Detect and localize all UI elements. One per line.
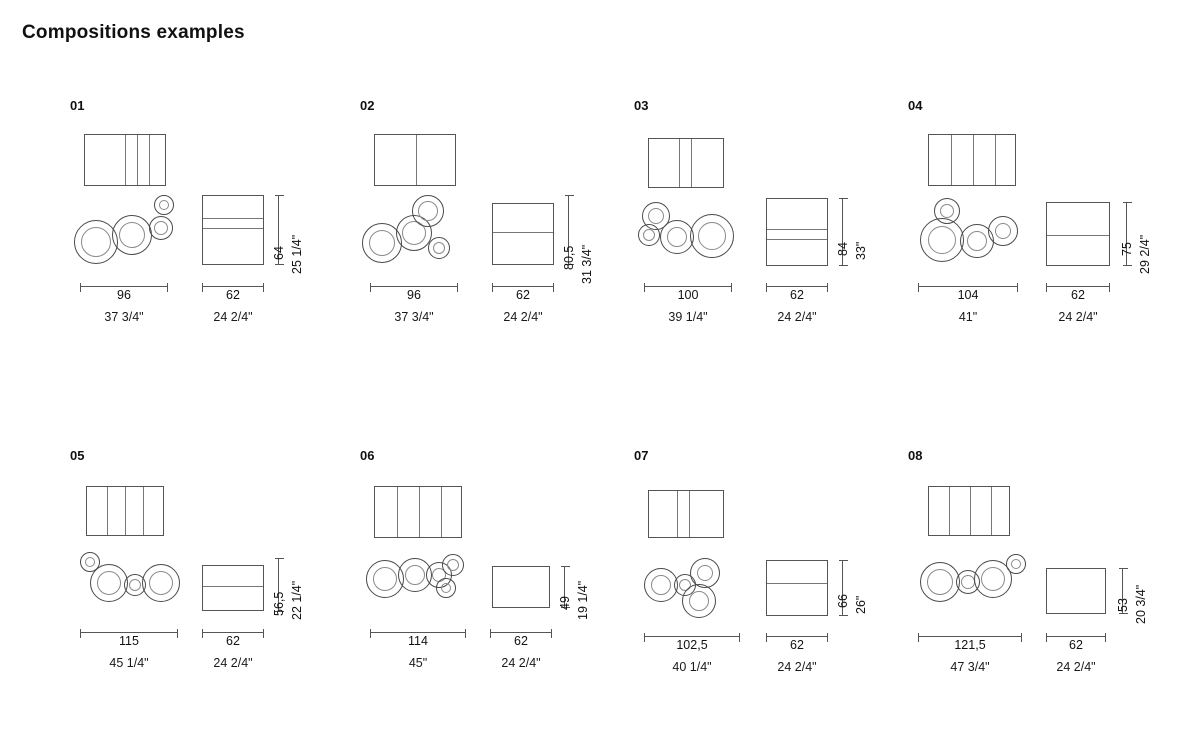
- plan-seam: [143, 487, 144, 535]
- plan-view: [84, 134, 166, 186]
- ring-inner: [940, 204, 954, 218]
- ring-inner: [961, 575, 975, 589]
- composition-02: [312, 98, 592, 388]
- width-in: 41": [958, 310, 978, 324]
- depth-cm: 62: [514, 634, 528, 648]
- ring-inner: [689, 591, 709, 611]
- height-in: 25 1/4": [290, 234, 304, 274]
- width-cm: 102,5: [676, 638, 708, 652]
- width-in: 37 3/4": [394, 310, 434, 324]
- composition-08: [860, 448, 1148, 738]
- plan-seam: [970, 487, 971, 535]
- composition-label: 08: [908, 448, 923, 463]
- depth-dimension-line: [492, 286, 554, 287]
- elevation-line: [767, 239, 827, 240]
- depth-in: 24 2/4": [501, 656, 541, 670]
- plan-seam: [679, 139, 680, 187]
- ring-inner: [97, 571, 121, 595]
- width-dimension-line: [918, 286, 1018, 287]
- height-cm: 64: [272, 246, 286, 260]
- width-in: 45 1/4": [109, 656, 149, 670]
- ring-inner: [698, 222, 726, 250]
- composition-label: 01: [70, 98, 85, 113]
- height-in: 26": [854, 595, 868, 614]
- ring-inner: [418, 201, 438, 221]
- height-in: 33": [854, 241, 868, 260]
- width-dimension-line: [80, 286, 168, 287]
- depth-dimension-line: [202, 286, 264, 287]
- width-cm: 115: [119, 634, 139, 648]
- ring-inner: [129, 579, 141, 591]
- ring-inner: [119, 222, 145, 248]
- plan-seam: [951, 135, 952, 185]
- plan-view: [648, 138, 724, 188]
- height-cm: 53: [1116, 598, 1130, 612]
- plan-seam: [125, 135, 126, 185]
- depth-cm: 62: [1069, 638, 1083, 652]
- ring-inner: [369, 230, 395, 256]
- ring-tables-top-view: [364, 548, 484, 612]
- width-cm: 96: [117, 288, 131, 302]
- side-elevation: [202, 565, 264, 611]
- depth-in: 24 2/4": [1058, 310, 1098, 324]
- depth-cm: 62: [226, 288, 240, 302]
- height-cm: 75: [1120, 242, 1134, 256]
- ring-inner: [643, 229, 655, 241]
- ring-inner: [441, 583, 451, 593]
- ring-inner: [1011, 559, 1021, 569]
- page-title: Compositions examples: [22, 22, 245, 43]
- width-cm: 96: [407, 288, 421, 302]
- depth-in: 24 2/4": [777, 660, 817, 674]
- elevation-line: [493, 232, 553, 233]
- height-cm: 56,5: [272, 591, 286, 616]
- depth-dimension-line: [1046, 286, 1110, 287]
- height-cm: 49: [558, 596, 572, 610]
- depth-cm: 62: [226, 634, 240, 648]
- plan-view: [928, 134, 1016, 186]
- ring-inner: [651, 575, 671, 595]
- width-dimension-line: [80, 632, 178, 633]
- ring-inner: [927, 569, 953, 595]
- elevation-line: [203, 586, 263, 587]
- depth-in: 24 2/4": [213, 656, 253, 670]
- height-in: 29 2/4": [1138, 234, 1152, 274]
- depth-dimension-line: [202, 632, 264, 633]
- side-elevation: [492, 203, 554, 265]
- side-elevation: [492, 566, 550, 608]
- composition-label: 02: [360, 98, 375, 113]
- width-in: 40 1/4": [672, 660, 712, 674]
- depth-in: 24 2/4": [777, 310, 817, 324]
- ring-tables-top-view: [918, 196, 1038, 266]
- side-elevation: [1046, 202, 1110, 266]
- elevation-line: [203, 218, 263, 219]
- composition-label: 06: [360, 448, 375, 463]
- width-cm: 114: [408, 634, 428, 648]
- ring-inner: [85, 557, 95, 567]
- side-elevation: [766, 560, 828, 616]
- depth-dimension-line: [766, 286, 828, 287]
- width-cm: 100: [677, 288, 699, 302]
- width-dimension-line: [918, 636, 1022, 637]
- plan-seam: [441, 487, 442, 537]
- elevation-line: [767, 229, 827, 230]
- composition-06: [312, 448, 592, 738]
- composition-label: 03: [634, 98, 649, 113]
- ring-tables-top-view: [634, 196, 754, 266]
- plan-seam: [691, 139, 692, 187]
- ring-inner: [967, 231, 987, 251]
- ring-inner: [697, 565, 713, 581]
- height-cm: 66: [836, 594, 850, 608]
- plan-seam: [677, 491, 678, 537]
- composition-07: [586, 448, 866, 738]
- depth-in: 24 2/4": [503, 310, 543, 324]
- plan-seam: [949, 487, 950, 535]
- side-elevation: [202, 195, 264, 265]
- ring-inner: [373, 567, 397, 591]
- plan-seam: [991, 487, 992, 535]
- elevation-line: [203, 228, 263, 229]
- plan-seam: [689, 491, 690, 537]
- ring-inner: [447, 559, 459, 571]
- composition-05: [22, 448, 302, 738]
- depth-in: 24 2/4": [1056, 660, 1096, 674]
- ring-inner: [149, 571, 173, 595]
- ring-inner: [995, 223, 1011, 239]
- ring-tables-top-view: [918, 552, 1038, 616]
- depth-dimension-line: [1046, 636, 1106, 637]
- side-elevation: [766, 198, 828, 266]
- plan-seam: [416, 135, 417, 185]
- composition-label: 04: [908, 98, 923, 113]
- ring-tables-top-view: [360, 193, 480, 273]
- ring-inner: [154, 221, 168, 235]
- plan-view: [928, 486, 1010, 536]
- ring-inner: [405, 565, 425, 585]
- plan-seam: [995, 135, 996, 185]
- plan-seam: [149, 135, 150, 185]
- ring-inner: [648, 208, 664, 224]
- depth-dimension-line: [490, 632, 552, 633]
- composition-03: [586, 98, 866, 388]
- elevation-line: [767, 583, 827, 584]
- ring-tables-top-view: [642, 554, 762, 622]
- composition-04: [860, 98, 1152, 388]
- composition-label: 05: [70, 448, 85, 463]
- height-cm: 84: [836, 242, 850, 256]
- plan-seam: [107, 487, 108, 535]
- width-dimension-line: [370, 632, 466, 633]
- plan-seam: [137, 135, 138, 185]
- plan-seam: [419, 487, 420, 537]
- side-elevation: [1046, 568, 1106, 614]
- composition-label: 07: [634, 448, 649, 463]
- width-in: 39 1/4": [668, 310, 708, 324]
- depth-dimension-line: [766, 636, 828, 637]
- ring-inner: [159, 200, 169, 210]
- width-in: 47 3/4": [950, 660, 990, 674]
- width-cm: 121,5: [954, 638, 986, 652]
- depth-cm: 62: [790, 288, 804, 302]
- height-cm: 80,5: [562, 245, 576, 270]
- height-in: 20 3/4": [1134, 584, 1148, 624]
- depth-in: 24 2/4": [213, 310, 253, 324]
- ring-inner: [928, 226, 956, 254]
- ring-tables-top-view: [70, 193, 190, 265]
- ring-tables-top-view: [74, 550, 194, 612]
- composition-01: [22, 98, 302, 388]
- plan-view: [374, 134, 456, 186]
- plan-seam: [973, 135, 974, 185]
- height-in: 19 1/4": [576, 580, 590, 620]
- plan-seam: [397, 487, 398, 537]
- depth-cm: 62: [790, 638, 804, 652]
- elevation-line: [1047, 235, 1109, 236]
- depth-cm: 62: [516, 288, 530, 302]
- width-dimension-line: [644, 636, 740, 637]
- height-in: 31 3/4": [580, 244, 594, 284]
- ring-inner: [81, 227, 111, 257]
- width-dimension-line: [644, 286, 732, 287]
- ring-inner: [981, 567, 1005, 591]
- height-dimension-line: [1126, 202, 1127, 266]
- width-in: 37 3/4": [104, 310, 144, 324]
- plan-seam: [125, 487, 126, 535]
- width-cm: 104: [957, 288, 979, 302]
- width-dimension-line: [370, 286, 458, 287]
- width-in: 45": [408, 656, 428, 670]
- ring-inner: [667, 227, 687, 247]
- height-in: 22 1/4": [290, 580, 304, 620]
- ring-inner: [433, 242, 445, 254]
- plan-view: [648, 490, 724, 538]
- plan-view: [86, 486, 164, 536]
- depth-cm: 62: [1071, 288, 1085, 302]
- plan-view: [374, 486, 462, 538]
